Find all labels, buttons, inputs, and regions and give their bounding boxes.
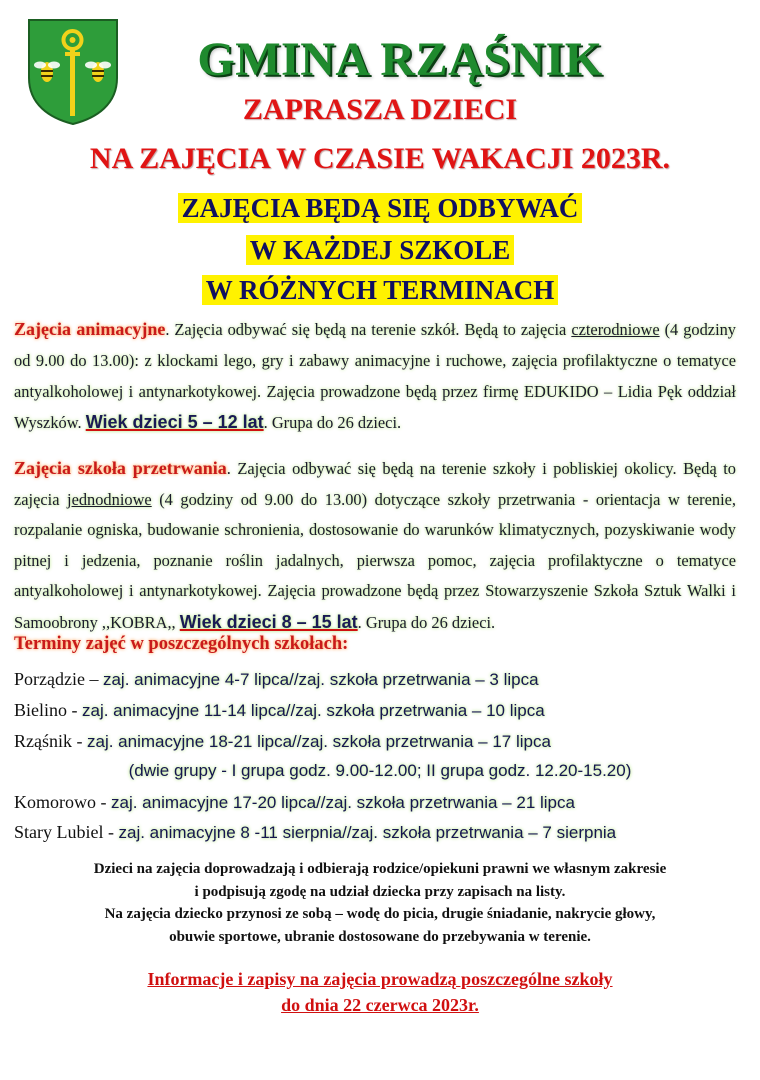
age-range: Wiek dzieci 8 – 15 lat [179,611,358,632]
survival-section: Zajęcia szkoła przetrwania. Zajęcia odbywać się będą na terenie szkoły i pobliskiej okolicy. Będą to zajęcia jednodniowe (4 godziny od 9.00 do 13.00) dotyczące szkoły przetrwania - orientacja w terenie, rozpalanie ogniska, budowanie schronienia, dostosowanie do warunków klimatycznych, pozyskiwanie wody pitnej i jedzenia, poznanie roślin jadalnych, pierwsza pomoc, zajęcia profilaktyczne o tematyce antyalkoholowej i antynarkotykowej. Zajęcia prowadzone będą przez Stowarzyszenie Szkoła Sztuk Walki i Samoobrony ,,KOBRA,, Wiek dzieci 8 – 15 lat. Grupa do 26 dzieci. [14,458,737,632]
parent-notes: Dzieci na zajęcia doprowadzają i odbierają rodzice/opiekuni prawni we własnym zakresie i podpisują zgodę na udział dziecka przy zapisach na listy. Na zajęcia dziecko przynosi ze sobą – wodę do picia, drugie śniadanie, nakrycie głowy, obuwie sportowe, ubranie dostosowane do przebywania w terenie. [93,861,667,945]
section-lead: Zajęcia animacyjne [14,319,166,339]
age-range: Wiek dzieci 5 – 12 lat [85,412,264,432]
schedule-row: Stary Lubiel - zaj. animacyjne 8 -11 sierpnia//zaj. szkoła przetrwania – 7 sierpnia [14,822,617,842]
highlight-line-3: W RÓŻNYCH TERMINACH [0,272,760,308]
registration-info: Informacje i zapisy na zajęcia prowadzą poszczególne szkoły [147,969,613,989]
page-title: GMINA RZĄŚNIK [197,33,603,86]
animation-section: Zajęcia animacyjne. Zajęcia odbywać się będą na terenie szkół. Będą to zajęcia czterodniowe (4 godziny od 9.00 do 13.00): z klockami lego, gry i zabawy animacyjne i ruchowe, zajęcia profilaktyczne o tematyce antyalkoholowej i antynarkotykowej. Zajęcia prowadzone będą przez firmę EDUKIDO – Lidia Pęk oddział Wyszków. Wiek dzieci 5 – 12 lat. Grupa do 26 dzieci. [14,319,737,432]
highlight-line-1: ZAJĘCIA BĘDĄ SIĘ ODBYWAĆ [0,190,760,226]
summer-heading: NA ZAJĘCIA W CZASIE WAKACJI 2023R. [89,142,671,175]
schedule-row: Komorowo - zaj. animacyjne 17-20 lipca//zaj. szkoła przetrwania – 21 lipca [14,792,575,812]
registration-deadline: do dnia 22 czerwca 2023r. [281,995,479,1015]
schedule-heading: Terminy zajęć w poszczególnych szkołach: [14,634,349,654]
coat-of-arms-icon [27,18,119,126]
invite-heading: ZAPRASZA DZIECI [242,93,518,126]
schedule-row: Porządzie – zaj. animacyjne 4-7 lipca//zaj. szkoła przetrwania – 3 lipca [14,669,539,689]
schedule-row: Bielino - zaj. animacyjne 11-14 lipca//zaj. szkoła przetrwania – 10 lipca [14,700,545,720]
schedule-row-groups: (dwie grupy - I grupa godz. 9.00-12.00; II grupa godz. 12.20-15.20) [128,761,632,780]
section-lead: Zajęcia szkoła przetrwania [14,458,227,478]
schedule-row: Rząśnik - zaj. animacyjne 18-21 lipca//zaj. szkoła przetrwania – 17 lipca [14,731,551,751]
highlight-line-2: W KAŻDEJ SZKOLE [0,232,760,268]
